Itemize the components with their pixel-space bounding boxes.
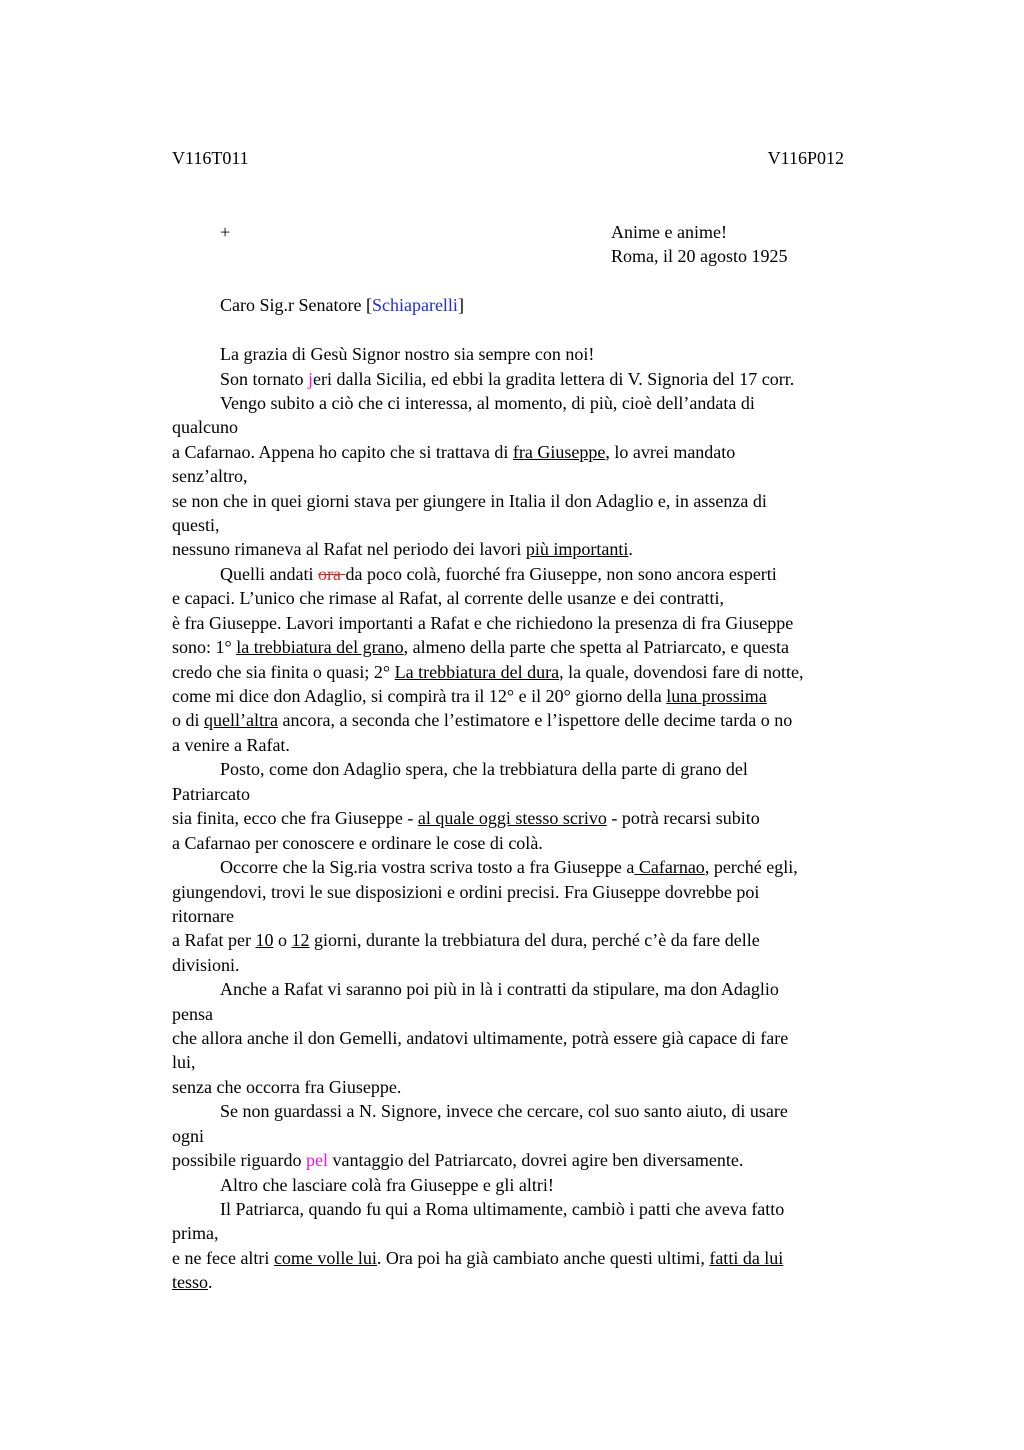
body-line: La grazia di Gesù Signor nostro sia sempre con noi!: [220, 344, 595, 364]
text-run: giorni, durante la trebbiatura del dura, perché c’è da fare delle: [309, 930, 760, 950]
text-run: , la quale, dovendosi fare di notte,: [559, 662, 804, 682]
body-line: senza che occorra fra Giuseppe.: [172, 1077, 402, 1097]
text-run: .: [628, 539, 633, 559]
body-line: Se non guardassi a N. Signore, invece che cercare, col suo santo aiuto, di usare: [220, 1101, 788, 1121]
text-run: - potrà recarsi subito: [606, 808, 760, 828]
body-line: Patriarcato: [172, 784, 250, 804]
text-run: possibile riguardo: [172, 1150, 306, 1170]
body-line: che allora anche il don Gemelli, andatovi ultimamente, potrà essere già capace di fare: [172, 1028, 789, 1048]
underlined-text: più importanti: [525, 539, 629, 559]
text-run: sia finita, ecco che fra Giuseppe -: [172, 808, 418, 828]
body-line: [172, 660, 804, 684]
body-line: [172, 635, 789, 659]
underlined-text: tesso: [172, 1272, 208, 1292]
text-run: , lo avrei mandato: [605, 442, 736, 462]
body-line: [220, 855, 798, 879]
underlined-text: La trebbiatura del dura: [394, 662, 560, 682]
underlined-text: 10: [255, 930, 274, 950]
body-line: divisioni.: [172, 955, 240, 975]
body-line: se non che in quei giorni stava per giungere in Italia il don Adaglio e, in assenza di: [172, 491, 767, 511]
underlined-text: quell’altra: [204, 710, 278, 730]
body-line: [172, 806, 760, 830]
text-run: sono: 1°: [172, 637, 237, 657]
body-line: ritornare: [172, 906, 234, 926]
text-run: .: [208, 1272, 213, 1292]
text-run: , almeno della parte che spetta al Patriarcato, e questa: [403, 637, 789, 657]
body-line: lui,: [172, 1052, 196, 1072]
text-run: a Rafat per: [172, 930, 256, 950]
underlined-text: fatti da lui: [709, 1248, 784, 1268]
deleted-text: ora: [317, 564, 346, 584]
body-line: [172, 537, 633, 561]
edited-letter: j: [308, 369, 314, 389]
underlined-text: come volle lui: [273, 1248, 377, 1268]
body-line: [220, 367, 794, 391]
body-line: Posto, come don Adaglio spera, che la trebbiatura della parte di grano del: [220, 759, 748, 779]
recipient-name: Schiaparelli: [371, 295, 458, 315]
motto: Anime e anime!: [611, 222, 727, 242]
text-run: e ne fece altri: [172, 1248, 274, 1268]
body-line: a venire a Rafat.: [172, 735, 290, 755]
text-run: credo che sia finita o quasi; 2°: [172, 662, 395, 682]
body-line: è fra Giuseppe. Lavori importanti a Rafat e che richiedono la presenza di fra Giuseppe: [172, 613, 794, 633]
body-line: [172, 1270, 213, 1294]
text-run: ancora, a seconda che l’estimatore e l’ispettore delle decime tarda o no: [277, 710, 793, 730]
text-run: eri dalla Sicilia, ed ebbi la gradita lettera di V. Signoria del 17 corr.: [313, 369, 795, 389]
body-line: senz’altro,: [172, 466, 248, 486]
text-run: o: [273, 930, 292, 950]
text-run: , perché egli,: [704, 857, 798, 877]
body-line: giungendovi, trovi le sue disposizioni e ordini precisi. Fra Giuseppe dovrebbe poi: [172, 882, 760, 902]
body-line: [172, 1148, 743, 1172]
body-line: pensa: [172, 1004, 213, 1024]
body-line: [172, 440, 735, 464]
body-line: Il Patriarca, quando fu qui a Roma ultimamente, cambiò i patti che aveva fatto: [220, 1199, 785, 1219]
body-line: e capaci. L’unico che rimase al Rafat, al corrente delle usanze e dei contratti,: [172, 588, 725, 608]
text-run: . Ora poi ha già cambiato anche questi ultimi,: [376, 1248, 710, 1268]
text-run: a Cafarnao. Appena ho capito che si trattava di: [172, 442, 513, 462]
right-code: V116P012: [767, 148, 844, 168]
salutation-prefix: Caro Sig.r Senatore [: [220, 295, 372, 315]
underlined-text: la trebbiatura del grano: [236, 637, 404, 657]
place-date: Roma, il 20 agosto 1925: [611, 246, 788, 266]
text-run: nessuno rimaneva al Rafat nel periodo dei lavori: [172, 539, 526, 559]
salutation-suffix: ]: [457, 295, 464, 315]
body-line: Anche a Rafat vi saranno poi più in là i contratti da stipulare, ma don Adaglio: [220, 979, 779, 999]
underlined-text: luna prossima: [666, 686, 767, 706]
text-run: vantaggio del Patriarcato, dovrei agire ben diversamente.: [327, 1150, 744, 1170]
text-run: Son tornato: [220, 369, 308, 389]
body-line: questi,: [172, 515, 220, 535]
salutation: [220, 293, 464, 317]
body-line: Vengo subito a ciò che ci interessa, al momento, di più, cioè dell’andata di: [220, 393, 755, 413]
body-line: [172, 708, 792, 732]
body-line: prima,: [172, 1223, 219, 1243]
body-line: qualcuno: [172, 417, 238, 437]
body-line: Altro che lasciare colà fra Giuseppe e gli altri!: [220, 1175, 554, 1195]
text-run: Quelli andati: [220, 564, 318, 584]
text-run: come mi dice don Adaglio, si compirà tra il 12° e il 20° giorno della: [172, 686, 667, 706]
body-line: [220, 562, 777, 586]
text-run: o di: [172, 710, 205, 730]
body-line: ogni: [172, 1126, 205, 1146]
body-line: [172, 928, 760, 952]
underlined-text: fra Giuseppe: [512, 442, 606, 462]
underlined-text: al quale oggi stesso scrivo: [417, 808, 607, 828]
left-code: V116T011: [172, 148, 249, 168]
body-line: [172, 684, 767, 708]
body-line: [172, 1246, 783, 1270]
underlined-text: Cafarnao: [634, 857, 705, 877]
cross-mark: +: [220, 222, 231, 242]
text-run: da poco colà, fuorché fra Giuseppe, non sono ancora esperti: [345, 564, 777, 584]
edited-word: pel: [305, 1150, 328, 1170]
underlined-text: 12: [291, 930, 310, 950]
body-line: a Cafarnao per conoscere e ordinare le cose di colà.: [172, 833, 543, 853]
text-run: Occorre che la Sig.ria vostra scriva tosto a fra Giuseppe a: [220, 857, 635, 877]
